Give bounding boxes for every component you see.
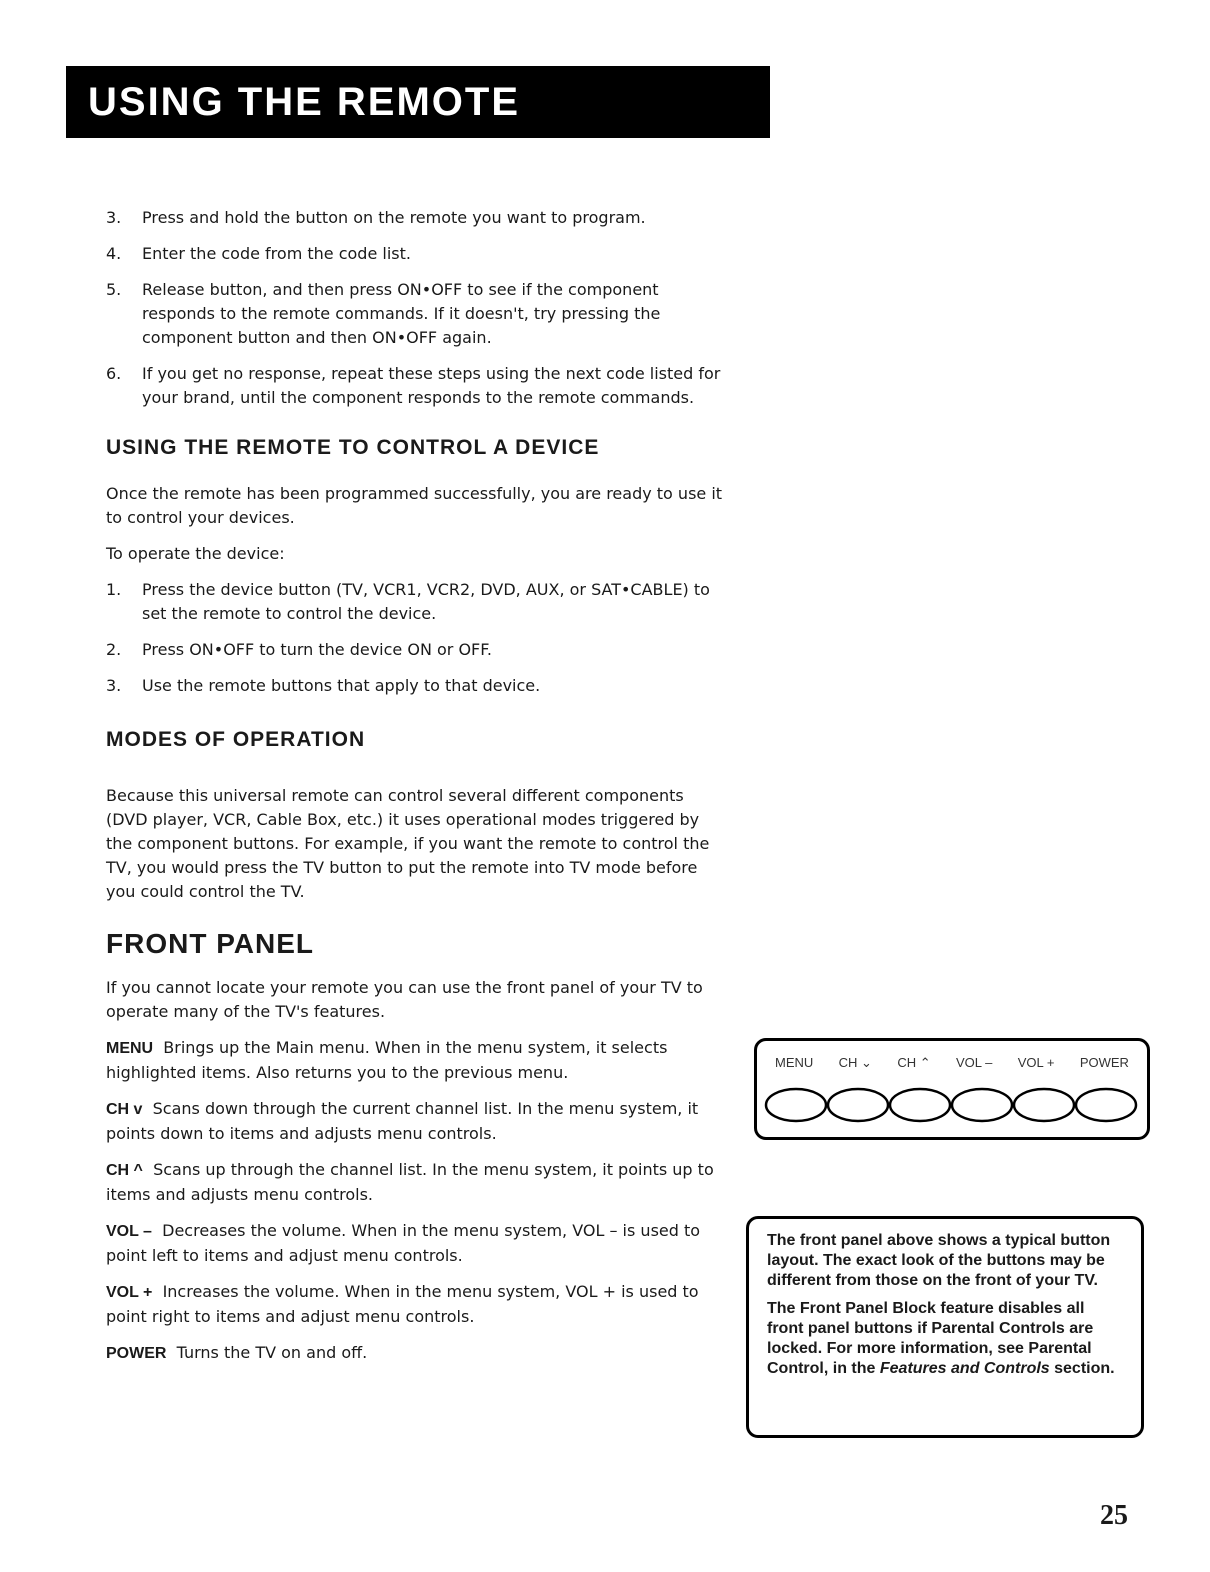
main-content: [106, 206, 726, 1378]
list-item: 3. Use the remote buttons that apply to that device.: [106, 676, 541, 695]
front-panel-item-menu: MENU Brings up the Main menu. When in the menu system, it selects highlighted items. Also returns you to the previous menu.: [106, 1038, 668, 1082]
note-paragraph: The Front Panel Block feature disables all front panel buttons if Parental Controls are locked. For more information, see Parental Control, in the Features and Controls section.: [767, 1300, 1115, 1377]
panel-button-ch-up: [890, 1089, 950, 1121]
panel-buttons: [763, 1085, 1143, 1129]
panel-label-vol-up: VOL +: [1017, 1055, 1055, 1070]
front-panel-item-vol-down: VOL – Decreases the volume. When in the menu system, VOL – is used to point left to items and adjust menu controls.: [106, 1221, 701, 1265]
panel-label-power: POWER: [1079, 1055, 1129, 1070]
panel-button-menu: [766, 1089, 826, 1121]
list-item: 6. If you get no response, repeat these steps using the next code listed for your brand, until the component responds to the remote commands.: [106, 364, 721, 407]
section-heading-front-panel: FRONT PANEL: [106, 928, 315, 959]
programming-steps: [106, 206, 726, 410]
page-title-banner: [66, 66, 770, 138]
panel-button-vol-down: [952, 1089, 1012, 1121]
page-number: 25: [1100, 1500, 1128, 1531]
panel-label-menu: MENU: [775, 1055, 814, 1070]
panel-button-ch-down: [828, 1089, 888, 1121]
front-panel-item-ch-down: CH v Scans down through the current channel list. In the menu system, it points down to items and adjusts menu controls.: [106, 1099, 699, 1143]
list-item: 2. Press ON•OFF to turn the device ON or OFF.: [106, 640, 492, 659]
operate-device-steps: [106, 578, 726, 698]
front-panel-item-ch-up: CH ^ Scans up through the channel list. In the menu system, it points up to items and adjusts menu controls.: [106, 1160, 714, 1204]
paragraph: If you cannot locate your remote you can use the front panel of your TV to operate many of the TV's features.: [106, 978, 703, 1021]
page-title: USING THE REMOTE: [88, 79, 521, 124]
paragraph: Because this universal remote can control several different components (DVD player, VCR, Cable Box, etc.) it uses operational modes triggered by the component buttons. For example, if you want the remote to control the TV, you would press the TV button to put the remote into TV mode before you could control the TV.: [106, 786, 710, 901]
list-item: 4. Enter the code from the code list.: [106, 244, 411, 263]
paragraph: To operate the device:: [106, 544, 285, 563]
paragraph: Once the remote has been programmed successfully, you are ready to use it to control your devices.: [106, 484, 723, 527]
panel-label-ch-up: CH ⌃: [897, 1055, 931, 1070]
panel-label-ch-down: CH ⌄: [838, 1055, 872, 1070]
front-panel-item-power: POWER Turns the TV on and off.: [106, 1343, 368, 1362]
panel-labels: [775, 1055, 1129, 1071]
front-panel-diagram: [754, 1038, 1150, 1140]
list-item: 3. Press and hold the button on the remote you want to program.: [106, 208, 646, 227]
panel-button-vol-up: [1014, 1089, 1074, 1121]
front-panel-item-vol-up: VOL + Increases the volume. When in the menu system, VOL + is used to point right to items and adjust menu controls.: [106, 1282, 699, 1326]
panel-button-power: [1076, 1089, 1136, 1121]
note-box: [746, 1216, 1144, 1438]
list-item: 1. Press the device button (TV, VCR1, VCR2, DVD, AUX, or SAT•CABLE) to set the remote to control the device.: [106, 580, 710, 623]
section-heading-modes: MODES OF OPERATION: [106, 728, 366, 751]
note-paragraph: The front panel above shows a typical button layout. The exact look of the buttons may be different from those on the front of your TV.: [767, 1232, 1111, 1289]
section-heading-control-device: USING THE REMOTE TO CONTROL A DEVICE: [106, 436, 600, 459]
list-item: 5. Release button, and then press ON•OFF to see if the component responds to the remote commands. If it doesn't, try pressing the component button and then ON•OFF again.: [106, 280, 661, 347]
panel-label-vol-down: VOL –: [955, 1055, 993, 1070]
